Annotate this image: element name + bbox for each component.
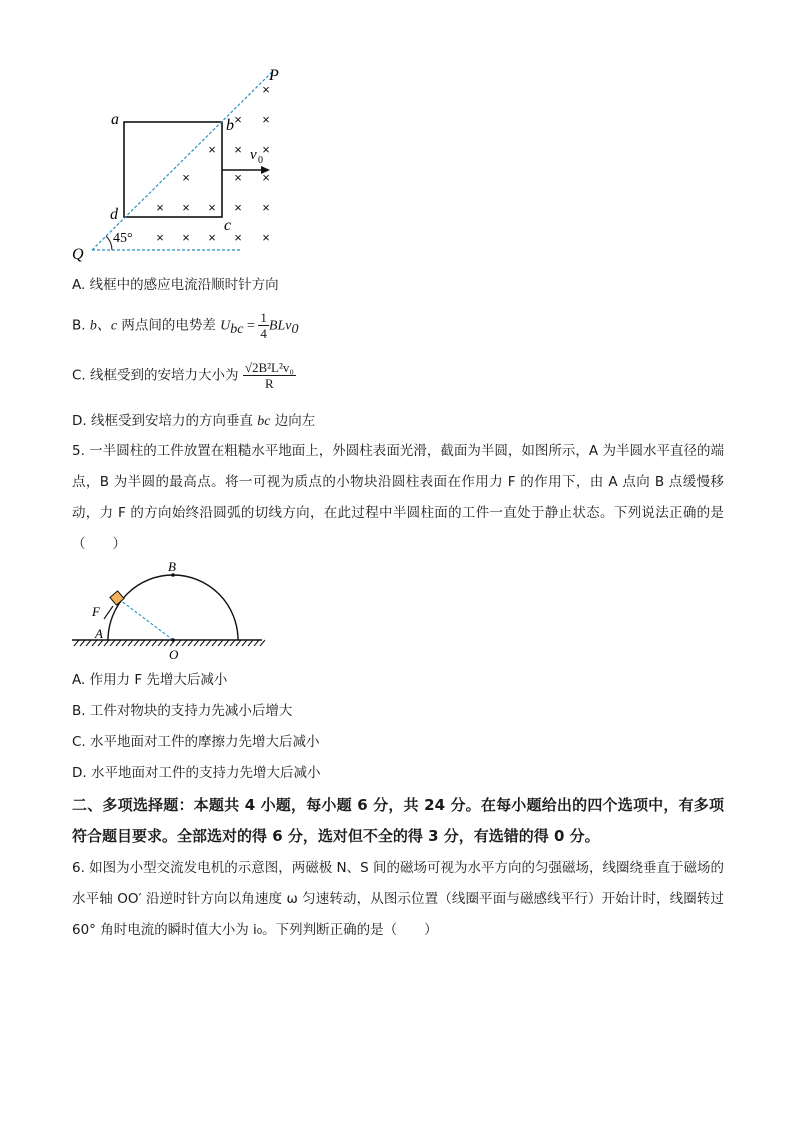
q4-option-c: [72, 360, 296, 391]
field-cross-mark: ×: [208, 230, 216, 245]
hatch-stroke: [176, 640, 181, 646]
hatch-stroke: [230, 640, 235, 646]
field-cross-mark: ×: [156, 200, 164, 215]
label-a: a: [111, 111, 119, 128]
field-cross-mark: ×: [262, 112, 270, 127]
field-cross-mark: ×: [262, 170, 270, 185]
field-cross-mark: ×: [208, 200, 216, 215]
hatch-stroke: [218, 640, 223, 646]
field-cross-mark: ×: [234, 112, 242, 127]
label-b: b: [226, 117, 234, 134]
q4-option-c-numerator: √2B²L²v₀: [244, 360, 294, 375]
label-q: Q: [72, 246, 84, 263]
hatch-stroke: [134, 640, 139, 646]
label-f: F: [92, 604, 100, 619]
label-d: d: [110, 206, 118, 223]
small-block: [110, 591, 124, 605]
q4-option-b-rhs-sub: 0: [291, 322, 299, 338]
field-cross-mark: ×: [234, 200, 242, 215]
label-p: P: [269, 67, 279, 84]
field-cross-mark: ×: [234, 170, 242, 185]
label-v0-subscript: 0: [258, 155, 263, 166]
hatch-stroke: [164, 640, 169, 646]
hatch-stroke: [104, 640, 109, 646]
figure-loop-in-field: [60, 60, 300, 270]
hatch-stroke: [110, 640, 115, 646]
hatch-stroke: [254, 640, 259, 646]
field-cross-mark: ×: [234, 230, 242, 245]
field-cross-mark: ×: [262, 200, 270, 215]
hatch-stroke: [152, 640, 157, 646]
point-o-dot: [171, 638, 175, 642]
q4-option-d-pre: D. 线框受到安培力的方向垂直: [72, 413, 258, 429]
hatch-stroke: [146, 640, 151, 646]
q4-option-b: B. b、c 两点间的电势差 $U_{bc}$ = $\frac{1}{4}$ BLv$_0$: [72, 310, 299, 341]
label-a-end: A: [95, 626, 103, 641]
q6-stem: 6. 如图为小型交流发电机的示意图，两磁极 N、S 间的磁场可视为水平方向的匀强磁场，线圈绕垂直于磁场的水平轴 OO′ 沿逆时针方向以角速度 ω 匀速转动，从图示位置（线圈平面与磁感线平行）开始计时，线圈转过 60° 角时电流的瞬时值大小为 i₀。下列判断正确的是（ ）: [72, 860, 724, 938]
field-cross-mark: ×: [262, 230, 270, 245]
q5-option-a: A. 作用力 F 先增大后减小: [72, 672, 228, 688]
hatch-stroke: [74, 640, 79, 646]
q4-option-c-fraction: [243, 360, 296, 391]
q4-option-b-prefix: B.: [72, 317, 90, 334]
q4-option-d: [72, 411, 315, 432]
q4-option-b-vars: b、c: [89, 318, 118, 334]
hatch-stroke: [260, 640, 265, 646]
q5-stem: 5. 一半圆柱的工件放置在粗糙水平地面上，外圆柱表面光滑，截面为半圆，如图所示，A 为半圆水平直径的端点，B 为半圆的最高点。将一可视为质点的小物块沿圆柱表面在作用力 F 的作用下，由 A 点向 B 点缓慢移动，力 F 的方向始终沿圆弧的切线方向，在此过程中半圆柱面的工件一直处于静止状态。下列说法正确的是（ ）: [72, 443, 724, 552]
field-cross-mark: ×: [208, 142, 216, 157]
hatch-stroke: [212, 640, 217, 646]
q4-option-d-post: 边向左: [270, 413, 316, 429]
hatch-stroke: [236, 640, 241, 646]
magnetic-field-marks: [156, 82, 270, 245]
half-cylinder-arc: [108, 575, 238, 640]
hatch-stroke: [206, 640, 211, 646]
q4-option-b-text: 两点间的电势差: [117, 317, 221, 334]
q5-option-d: D. 水平地面对工件的支持力先增大后减小: [72, 765, 321, 781]
field-cross-mark: ×: [262, 82, 270, 97]
q4-option-d-var: bc: [257, 414, 271, 429]
q5-option-b: B. 工件对物块的支持力先减小后增大: [72, 703, 293, 719]
q4-option-b-lhs: U: [220, 318, 231, 334]
label-v0: v: [250, 147, 257, 163]
label-c: c: [224, 217, 232, 234]
q4-option-b-numerator: 1: [260, 310, 267, 325]
hatch-stroke: [194, 640, 199, 646]
hatch-stroke: [242, 640, 247, 646]
q4-option-c-denominator: R: [265, 376, 274, 391]
angle-arc: [106, 236, 112, 250]
field-cross-mark: ×: [262, 142, 270, 157]
hatch-stroke: [158, 640, 163, 646]
radius-line: [120, 600, 173, 640]
hatch-stroke: [116, 640, 121, 646]
q4-option-b-fraction: [258, 310, 269, 341]
q5-option-c: C. 水平地面对工件的摩擦力先增大后减小: [72, 734, 320, 750]
hatch-stroke: [224, 640, 229, 646]
section-2-heading: 二、多项选择题：本题共 4 小题，每小题 6 分，共 24 分。在每小题给出的四个选项中，有多项符合题目要求。全部选对的得 6 分，选对但不全的得 3 分，有选错的得 0 分。: [72, 796, 724, 845]
hatch-stroke: [188, 640, 193, 646]
label-b-top: B: [168, 560, 176, 574]
label-angle: 45°: [113, 231, 133, 246]
hatch-stroke: [140, 640, 145, 646]
q4-option-a: A. 线框中的感应电流沿顺时针方向: [72, 277, 279, 293]
hatch-stroke: [200, 640, 205, 646]
field-cross-mark: ×: [182, 230, 190, 245]
figure-half-cylinder: [70, 560, 270, 665]
label-o: O: [169, 647, 179, 662]
boundary-line-pq: [92, 72, 272, 250]
q4-option-b-denominator: 4: [260, 326, 267, 341]
field-cross-mark: ×: [182, 200, 190, 215]
hatch-stroke: [182, 640, 187, 646]
q4-option-b-rhs: BLv: [268, 318, 292, 334]
field-cross-mark: ×: [234, 142, 242, 157]
hatch-stroke: [86, 640, 91, 646]
hatch-stroke: [248, 640, 253, 646]
q4-option-c-text: C. 线框受到的安培力大小为: [72, 367, 243, 384]
field-cross-mark: ×: [182, 170, 190, 185]
hatch-stroke: [80, 640, 85, 646]
hatch-stroke: [122, 640, 127, 646]
hatch-stroke: [128, 640, 133, 646]
q4-option-b-lhs-sub: bc: [230, 322, 244, 338]
field-cross-mark: ×: [156, 230, 164, 245]
